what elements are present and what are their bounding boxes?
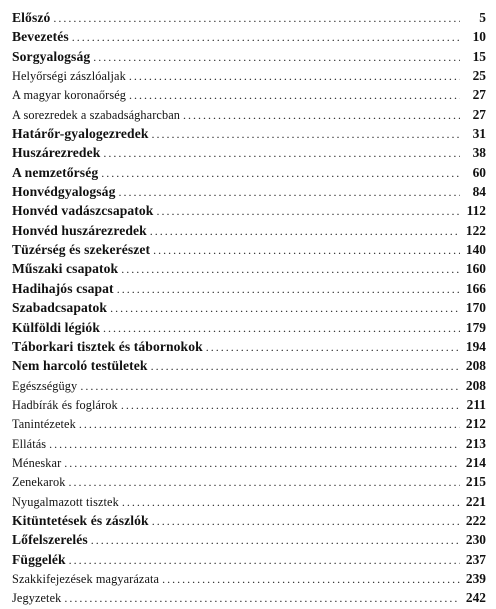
dot-leader xyxy=(151,357,460,376)
toc-entry-title: A sorezredek a szabadságharcban xyxy=(12,107,180,122)
dot-leader xyxy=(101,164,460,183)
toc-entry-title: Jegyzetek xyxy=(12,591,62,606)
dot-leader xyxy=(64,589,460,608)
toc-entry-page-number: 222 xyxy=(465,512,486,528)
dot-leader xyxy=(121,260,460,279)
toc-entry xyxy=(12,8,486,27)
toc-entry-title: Méneskar xyxy=(12,455,62,470)
dot-leader xyxy=(151,125,460,144)
toc-entry xyxy=(12,395,486,414)
dot-leader xyxy=(121,396,460,415)
toc-entry xyxy=(12,47,486,66)
dot-leader xyxy=(53,9,460,28)
dot-leader xyxy=(129,86,460,105)
dot-leader xyxy=(64,454,460,473)
table-of-contents xyxy=(12,8,486,608)
dot-leader xyxy=(183,106,460,125)
toc-entry-title: Helyőrségi zászlóaljak xyxy=(12,69,126,84)
dot-leader xyxy=(156,202,460,221)
toc-entry xyxy=(12,434,486,453)
toc-entry-page-number: 213 xyxy=(465,435,486,451)
toc-entry-page-number: 208 xyxy=(465,377,486,393)
toc-entry-page-number: 25 xyxy=(472,68,486,84)
toc-entry-title: Függelék xyxy=(12,551,66,567)
toc-entry xyxy=(12,492,486,511)
toc-entry xyxy=(12,298,486,317)
toc-entry-title: Szabadcsapatok xyxy=(12,300,108,316)
dot-leader xyxy=(150,222,460,241)
toc-entry-title: Hadbírák és foglárok xyxy=(12,397,118,412)
toc-entry-title: Nyugalmazott tisztek xyxy=(12,494,119,509)
toc-entry-title: A nemzetőrség xyxy=(12,164,99,180)
dot-leader xyxy=(103,144,460,163)
toc-entry-page-number: 194 xyxy=(465,338,486,354)
toc-entry-page-number: 31 xyxy=(472,126,486,142)
dot-leader xyxy=(103,319,460,338)
dot-leader xyxy=(153,241,460,260)
toc-entry xyxy=(12,105,486,124)
toc-entry-page-number: 221 xyxy=(465,493,486,509)
toc-entry-title: Honvéd huszárezredek xyxy=(12,222,147,238)
dot-leader xyxy=(69,551,460,570)
toc-entry-page-number: 214 xyxy=(465,454,486,470)
toc-entry-page-number: 242 xyxy=(465,590,486,606)
toc-entry xyxy=(12,414,486,433)
dot-leader xyxy=(79,415,460,434)
toc-entry-title: A magyar koronaőrség xyxy=(12,88,127,103)
toc-entry-page-number: 60 xyxy=(472,164,486,180)
toc-entry-title: Hadihajós csapat xyxy=(12,280,114,296)
toc-entry-title: Határőr-gyalogezredek xyxy=(12,126,149,142)
toc-entry-page-number: 215 xyxy=(465,474,486,490)
toc-entry-page-number: 170 xyxy=(465,300,486,316)
dot-leader xyxy=(162,570,460,589)
dot-leader xyxy=(91,531,460,550)
toc-entry xyxy=(12,569,486,588)
toc-entry xyxy=(12,124,486,143)
dot-leader xyxy=(49,435,460,454)
toc-entry xyxy=(12,279,486,298)
dot-leader xyxy=(129,67,460,86)
toc-entry-page-number: 166 xyxy=(465,280,486,296)
toc-entry xyxy=(12,588,486,607)
toc-entry xyxy=(12,27,486,46)
dot-leader xyxy=(110,299,460,318)
toc-entry-page-number: 27 xyxy=(472,106,486,122)
dot-leader xyxy=(93,48,460,67)
toc-entry-title: Előszó xyxy=(12,10,51,25)
toc-entry-title: Külföldi légiók xyxy=(12,319,100,335)
toc-entry-title: Huszárezredek xyxy=(12,145,101,161)
toc-entry-title: Tanintézetek xyxy=(12,417,76,432)
toc-entry xyxy=(12,240,486,259)
toc-entry-title: Nem harcoló testületek xyxy=(12,358,148,374)
toc-entry-title: Táborkari tisztek és tábornokok xyxy=(12,338,203,354)
toc-entry xyxy=(12,85,486,104)
toc-entry-page-number: 5 xyxy=(479,10,486,25)
toc-entry-page-number: 122 xyxy=(465,222,486,238)
toc-entry-title: Honvéd vadászcsapatok xyxy=(12,203,154,219)
toc-entry-title: Kitüntetések és zászlók xyxy=(12,512,149,528)
toc-entry-title: Sorgyalogság xyxy=(12,48,91,64)
toc-entry-title: Bevezetés xyxy=(12,29,69,45)
toc-entry-page-number: 211 xyxy=(466,396,486,412)
toc-entry xyxy=(12,182,486,201)
dot-leader xyxy=(206,338,460,357)
toc-entry xyxy=(12,66,486,85)
toc-entry xyxy=(12,453,486,472)
toc-entry-page-number: 112 xyxy=(466,203,486,219)
toc-entry xyxy=(12,511,486,530)
toc-entry-page-number: 208 xyxy=(465,358,486,374)
toc-entry-title: Honvédgyalogság xyxy=(12,184,116,200)
toc-entry-page-number: 160 xyxy=(465,261,486,277)
toc-entry xyxy=(12,472,486,491)
toc-entry-page-number: 212 xyxy=(465,416,486,432)
toc-entry-page-number: 10 xyxy=(472,29,486,45)
toc-entry-title: Műszaki csapatok xyxy=(12,261,119,277)
toc-entry xyxy=(12,143,486,162)
toc-entry-title: Szakkifejezések magyarázata xyxy=(12,571,160,586)
toc-entry-page-number: 179 xyxy=(465,319,486,335)
toc-entry-page-number: 237 xyxy=(465,551,486,567)
toc-entry-page-number: 27 xyxy=(472,87,486,103)
toc-entry-title: Ellátás xyxy=(12,436,47,451)
toc-entry-page-number: 15 xyxy=(472,48,486,64)
toc-entry xyxy=(12,163,486,182)
toc-entry-page-number: 38 xyxy=(472,145,486,161)
toc-entry-page-number: 84 xyxy=(472,184,486,200)
dot-leader xyxy=(117,280,460,299)
toc-entry xyxy=(12,376,486,395)
dot-leader xyxy=(118,183,460,202)
toc-entry xyxy=(12,337,486,356)
toc-entry-title: Egészségügy xyxy=(12,378,78,393)
toc-entry-title: Lőfelszerelés xyxy=(12,532,88,548)
toc-entry xyxy=(12,530,486,549)
toc-entry-page-number: 140 xyxy=(465,242,486,258)
toc-entry-page-number: 230 xyxy=(465,532,486,548)
toc-entry-title: Tüzérség és szekerészet xyxy=(12,242,151,258)
toc-entry xyxy=(12,318,486,337)
toc-entry xyxy=(12,259,486,278)
toc-entry xyxy=(12,201,486,220)
toc-entry-page-number: 239 xyxy=(465,570,486,586)
dot-leader xyxy=(80,377,460,396)
dot-leader xyxy=(68,473,460,492)
dot-leader xyxy=(152,512,460,531)
toc-entry-title: Zenekarok xyxy=(12,475,66,490)
toc-entry xyxy=(12,221,486,240)
dot-leader xyxy=(122,493,460,512)
toc-entry xyxy=(12,356,486,375)
dot-leader xyxy=(72,28,460,47)
